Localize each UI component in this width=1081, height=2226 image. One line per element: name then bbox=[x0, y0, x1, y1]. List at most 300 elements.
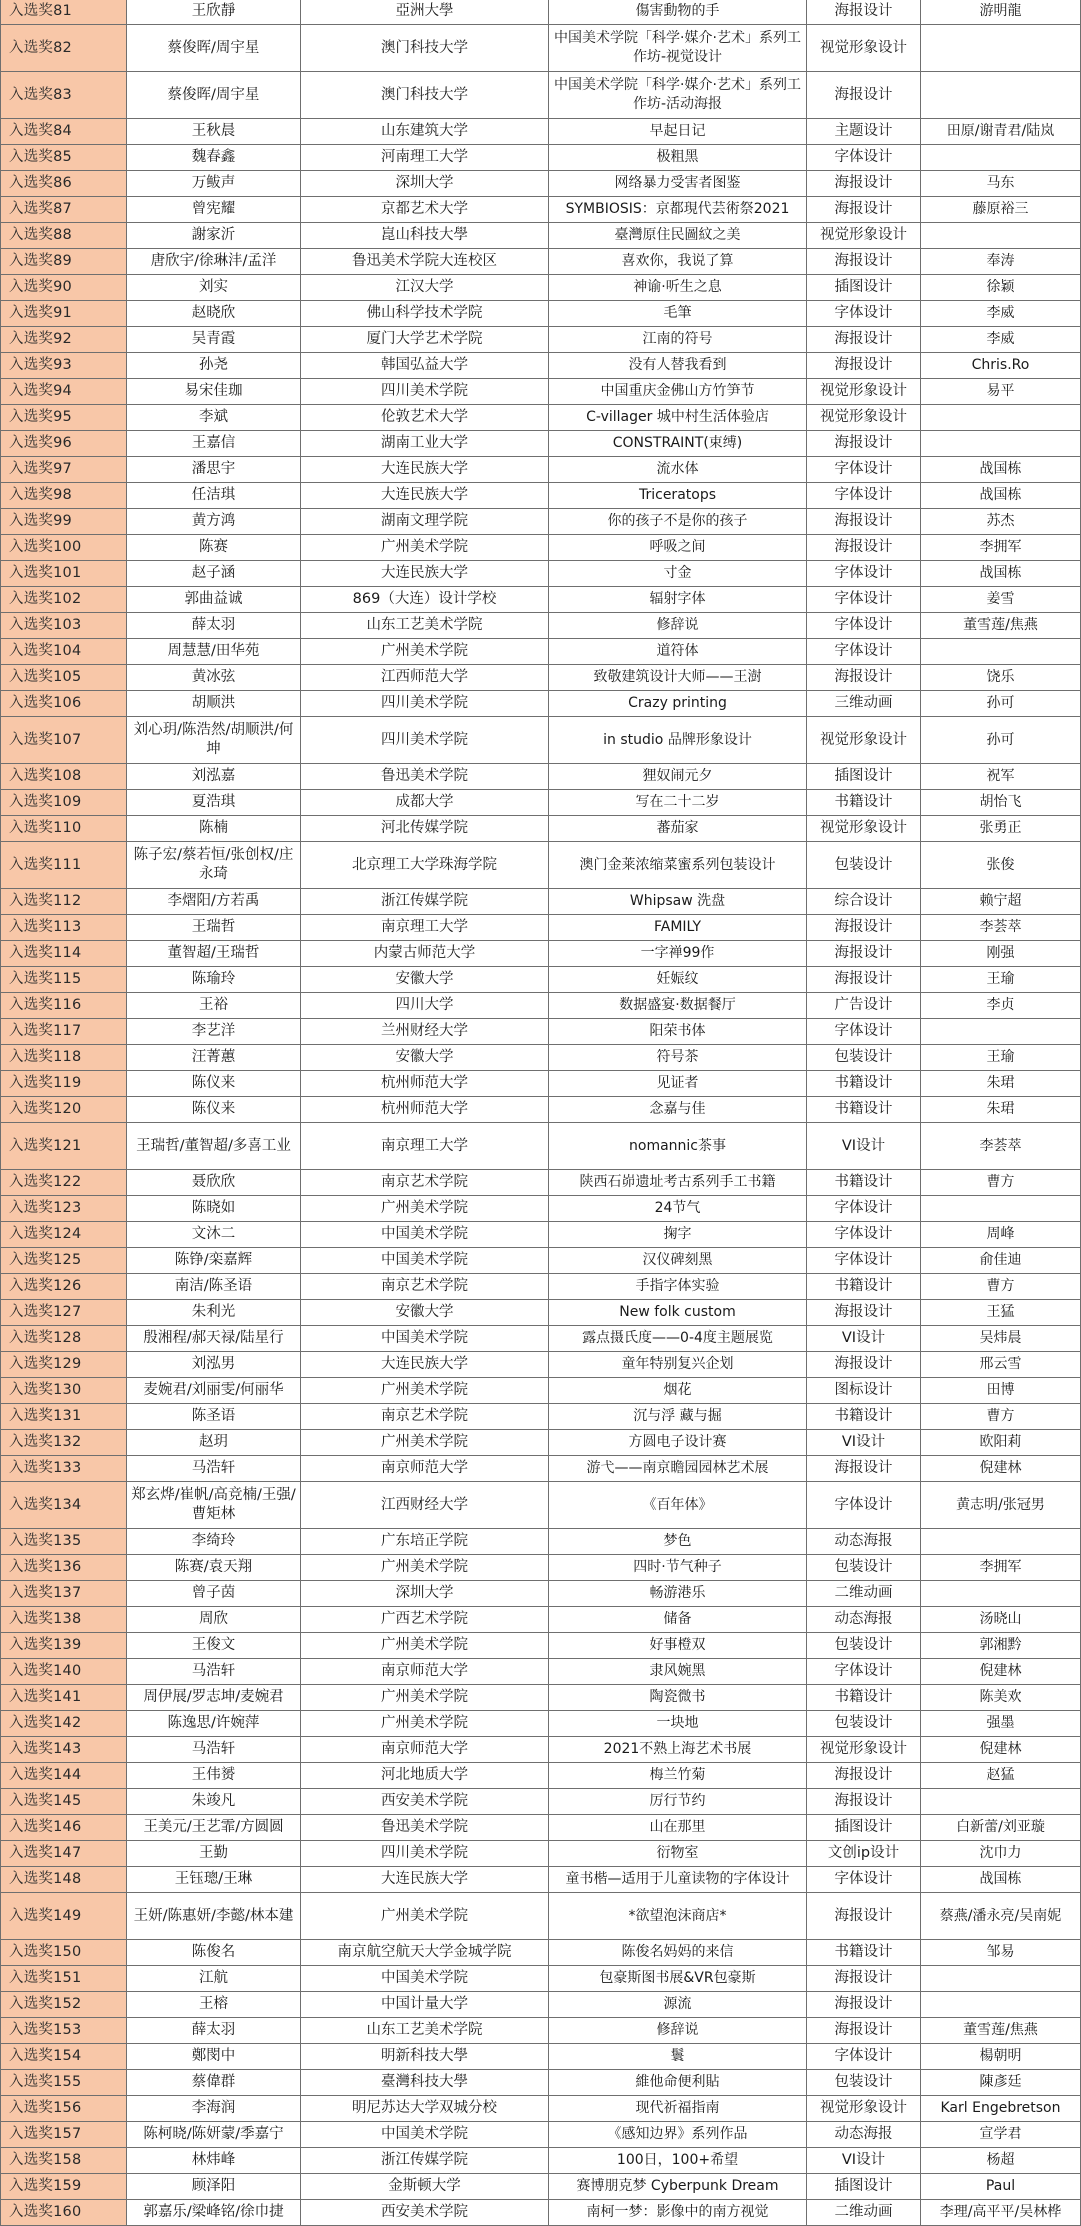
tutor-cell: 马东 bbox=[921, 171, 1081, 197]
tutor-cell: 白新蕾/刘亚璇 bbox=[921, 1815, 1081, 1841]
tutor-cell: 欧阳莉 bbox=[921, 1430, 1081, 1456]
table-row bbox=[1, 2018, 1081, 2044]
category-cell: 图标设计 bbox=[807, 1378, 921, 1404]
school-cell: 鲁迅美术学院 bbox=[301, 1815, 549, 1841]
category-cell: 包装设计 bbox=[807, 2070, 921, 2096]
work-title-cell: 网络暴力受害者图鉴 bbox=[549, 171, 807, 197]
name-cell: 李绮玲 bbox=[127, 1529, 301, 1555]
school-cell: 南京师范大学 bbox=[301, 1659, 549, 1685]
table-row bbox=[1, 1711, 1081, 1737]
school-cell: 京都艺术大学 bbox=[301, 197, 549, 223]
category-cell: 视觉形象设计 bbox=[807, 816, 921, 842]
table-row bbox=[1, 915, 1081, 941]
work-title-cell: 数据盛宴·数据餐厅 bbox=[549, 993, 807, 1019]
table-row bbox=[1, 2096, 1081, 2122]
work-title-cell: 游弋——南京瞻园园林艺术展 bbox=[549, 1456, 807, 1482]
school-cell: 鲁迅美术学院大连校区 bbox=[301, 249, 549, 275]
tutor-cell: 郭湘黔 bbox=[921, 1633, 1081, 1659]
school-cell: 深圳大学 bbox=[301, 171, 549, 197]
category-cell: 字体设计 bbox=[807, 1659, 921, 1685]
table-row bbox=[1, 639, 1081, 665]
category-cell: VI设计 bbox=[807, 1326, 921, 1352]
school-cell: 广州美术学院 bbox=[301, 1633, 549, 1659]
category-cell: 字体设计 bbox=[807, 2044, 921, 2070]
work-title-cell: 烟花 bbox=[549, 1378, 807, 1404]
name-cell: 郭曲益诚 bbox=[127, 587, 301, 613]
table-row bbox=[1, 889, 1081, 915]
category-cell: 海报设计 bbox=[807, 72, 921, 119]
school-cell: 深圳大学 bbox=[301, 1581, 549, 1607]
category-cell: 视觉形象设计 bbox=[807, 717, 921, 764]
table-row bbox=[1, 1071, 1081, 1097]
table-row bbox=[1, 2122, 1081, 2148]
table-row bbox=[1, 2174, 1081, 2200]
school-cell: 山东建筑大学 bbox=[301, 119, 549, 145]
category-cell: 海报设计 bbox=[807, 1300, 921, 1326]
award-cell: 入选奖138 bbox=[1, 1607, 127, 1633]
award-cell: 入选奖160 bbox=[1, 2200, 127, 2226]
award-cell: 入选奖85 bbox=[1, 145, 127, 171]
name-cell: 陈俊名 bbox=[127, 1940, 301, 1966]
table-row bbox=[1, 1378, 1081, 1404]
award-cell: 入选奖145 bbox=[1, 1789, 127, 1815]
table-row bbox=[1, 1019, 1081, 1045]
work-title-cell: 见证者 bbox=[549, 1071, 807, 1097]
school-cell: 亞洲大學 bbox=[301, 0, 549, 25]
work-title-cell: 澳门金莱浓缩菜蜜系列包装设计 bbox=[549, 842, 807, 889]
tutor-cell: 强墨 bbox=[921, 1711, 1081, 1737]
category-cell: 书籍设计 bbox=[807, 1685, 921, 1711]
award-cell: 入选奖151 bbox=[1, 1966, 127, 1992]
table-row bbox=[1, 509, 1081, 535]
award-cell: 入选奖112 bbox=[1, 889, 127, 915]
table-row bbox=[1, 1404, 1081, 1430]
table-row bbox=[1, 1196, 1081, 1222]
work-title-cell: 童书楷—适用于儿童读物的字体设计 bbox=[549, 1867, 807, 1893]
school-cell: 中国美术学院 bbox=[301, 1326, 549, 1352]
category-cell: 包装设计 bbox=[807, 1633, 921, 1659]
work-title-cell: 陈俊名妈妈的来信 bbox=[549, 1940, 807, 1966]
name-cell: 周欣 bbox=[127, 1607, 301, 1633]
work-title-cell: 汉仪碑刻黑 bbox=[549, 1248, 807, 1274]
school-cell: 南京艺术学院 bbox=[301, 1170, 549, 1196]
category-cell: 海报设计 bbox=[807, 941, 921, 967]
tutor-cell: 吴炜晨 bbox=[921, 1326, 1081, 1352]
school-cell: 四川美术学院 bbox=[301, 691, 549, 717]
award-cell: 入选奖90 bbox=[1, 275, 127, 301]
tutor-cell: 战国栋 bbox=[921, 561, 1081, 587]
table-row bbox=[1, 691, 1081, 717]
award-cell: 入选奖84 bbox=[1, 119, 127, 145]
school-cell: 广州美术学院 bbox=[301, 1196, 549, 1222]
table-row bbox=[1, 1430, 1081, 1456]
tutor-cell: 苏杰 bbox=[921, 509, 1081, 535]
category-cell: 海报设计 bbox=[807, 353, 921, 379]
table-row bbox=[1, 379, 1081, 405]
tutor-cell: 曹方 bbox=[921, 1404, 1081, 1430]
award-cell: 入选奖86 bbox=[1, 171, 127, 197]
work-title-cell: 你的孩子不是你的孩子 bbox=[549, 509, 807, 535]
award-cell: 入选奖97 bbox=[1, 457, 127, 483]
work-title-cell: 早起日记 bbox=[549, 119, 807, 145]
category-cell: VI设计 bbox=[807, 1123, 921, 1170]
award-cell: 入选奖94 bbox=[1, 379, 127, 405]
table-row bbox=[1, 249, 1081, 275]
category-cell: VI设计 bbox=[807, 2148, 921, 2174]
work-title-cell: 24节气 bbox=[549, 1196, 807, 1222]
table-row bbox=[1, 483, 1081, 509]
tutor-cell: 宣学君 bbox=[921, 2122, 1081, 2148]
category-cell: 海报设计 bbox=[807, 535, 921, 561]
school-cell: 江汉大学 bbox=[301, 275, 549, 301]
category-cell: VI设计 bbox=[807, 1430, 921, 1456]
table-row bbox=[1, 1555, 1081, 1581]
work-title-cell: 露点摄氏度——0-4度主题展览 bbox=[549, 1326, 807, 1352]
school-cell: 杭州师范大学 bbox=[301, 1071, 549, 1097]
name-cell: 王裕 bbox=[127, 993, 301, 1019]
award-cell: 入选奖106 bbox=[1, 691, 127, 717]
category-cell: 广告设计 bbox=[807, 993, 921, 1019]
award-cell: 入选奖137 bbox=[1, 1581, 127, 1607]
award-cell: 入选奖99 bbox=[1, 509, 127, 535]
category-cell: 包装设计 bbox=[807, 1711, 921, 1737]
name-cell: 陈铮/栾嘉辉 bbox=[127, 1248, 301, 1274]
work-title-cell: 一字禅99作 bbox=[549, 941, 807, 967]
work-title-cell: 一块地 bbox=[549, 1711, 807, 1737]
work-title-cell: 极粗黑 bbox=[549, 145, 807, 171]
school-cell: 四川美术学院 bbox=[301, 1841, 549, 1867]
table-row bbox=[1, 1633, 1081, 1659]
award-cell: 入选奖153 bbox=[1, 2018, 127, 2044]
category-cell: 海报设计 bbox=[807, 249, 921, 275]
award-cell: 入选奖123 bbox=[1, 1196, 127, 1222]
work-title-cell: 維他命便利貼 bbox=[549, 2070, 807, 2096]
school-cell: 浙江传媒学院 bbox=[301, 2148, 549, 2174]
category-cell: 视觉形象设计 bbox=[807, 2096, 921, 2122]
school-cell: 河北传媒学院 bbox=[301, 816, 549, 842]
work-title-cell: 畅游港乐 bbox=[549, 1581, 807, 1607]
award-cell: 入选奖104 bbox=[1, 639, 127, 665]
name-cell: 易宋佳珈 bbox=[127, 379, 301, 405]
award-cell: 入选奖134 bbox=[1, 1482, 127, 1529]
table-row bbox=[1, 2070, 1081, 2096]
award-cell: 入选奖149 bbox=[1, 1893, 127, 1940]
category-cell: 字体设计 bbox=[807, 1482, 921, 1529]
tutor-cell: 战国栋 bbox=[921, 483, 1081, 509]
table-row bbox=[1, 1940, 1081, 1966]
category-cell: 海报设计 bbox=[807, 327, 921, 353]
school-cell: 南京理工大学 bbox=[301, 1123, 549, 1170]
name-cell: 王嘉信 bbox=[127, 431, 301, 457]
name-cell: 刘实 bbox=[127, 275, 301, 301]
school-cell: 广西艺术学院 bbox=[301, 1607, 549, 1633]
tutor-cell: 曹方 bbox=[921, 1274, 1081, 1300]
award-cell: 入选奖140 bbox=[1, 1659, 127, 1685]
category-cell: 字体设计 bbox=[807, 483, 921, 509]
table-row bbox=[1, 1966, 1081, 1992]
award-cell: 入选奖157 bbox=[1, 2122, 127, 2148]
award-cell: 入选奖156 bbox=[1, 2096, 127, 2122]
school-cell: 中国计量大学 bbox=[301, 1992, 549, 2018]
work-title-cell: 念嘉与佳 bbox=[549, 1097, 807, 1123]
award-cell: 入选奖101 bbox=[1, 561, 127, 587]
table-row bbox=[1, 1893, 1081, 1940]
tutor-cell: Paul bbox=[921, 2174, 1081, 2200]
tutor-cell: 朱珺 bbox=[921, 1097, 1081, 1123]
work-title-cell: Whipsaw 洗盘 bbox=[549, 889, 807, 915]
name-cell: 朱利光 bbox=[127, 1300, 301, 1326]
table-row bbox=[1, 587, 1081, 613]
name-cell: 王秋晨 bbox=[127, 119, 301, 145]
work-title-cell: 呼吸之间 bbox=[549, 535, 807, 561]
work-title-cell: 狸奴闹元夕 bbox=[549, 764, 807, 790]
table-row bbox=[1, 1097, 1081, 1123]
name-cell: 黄方鸿 bbox=[127, 509, 301, 535]
tutor-cell: 赖宁超 bbox=[921, 889, 1081, 915]
award-cell: 入选奖150 bbox=[1, 1940, 127, 1966]
tutor-cell: 田原/谢青君/陆岚 bbox=[921, 119, 1081, 145]
category-cell: 海报设计 bbox=[807, 1789, 921, 1815]
work-title-cell: 陕西石峁遗址考古系列手工书籍 bbox=[549, 1170, 807, 1196]
name-cell: 陈楠 bbox=[127, 816, 301, 842]
award-cell: 入选奖108 bbox=[1, 764, 127, 790]
school-cell: 南京航空航天大学金城学院 bbox=[301, 1940, 549, 1966]
tutor-cell: 刚强 bbox=[921, 941, 1081, 967]
name-cell: 赵晓欣 bbox=[127, 301, 301, 327]
name-cell: 孙尧 bbox=[127, 353, 301, 379]
table-row bbox=[1, 2200, 1081, 2226]
award-cell: 入选奖81 bbox=[1, 0, 127, 25]
award-cell: 入选奖129 bbox=[1, 1352, 127, 1378]
table-row bbox=[1, 1170, 1081, 1196]
table-row bbox=[1, 1789, 1081, 1815]
table-row bbox=[1, 327, 1081, 353]
award-cell: 入选奖128 bbox=[1, 1326, 127, 1352]
category-cell: 书籍设计 bbox=[807, 1071, 921, 1097]
school-cell: 安徽大学 bbox=[301, 1300, 549, 1326]
award-cell: 入选奖143 bbox=[1, 1737, 127, 1763]
work-title-cell: 神谕·听生之息 bbox=[549, 275, 807, 301]
award-cell: 入选奖139 bbox=[1, 1633, 127, 1659]
category-cell: 插图设计 bbox=[807, 2174, 921, 2200]
award-cell: 入选奖130 bbox=[1, 1378, 127, 1404]
school-cell: 成都大学 bbox=[301, 790, 549, 816]
tutor-cell: 黄志明/张冠男 bbox=[921, 1482, 1081, 1529]
name-cell: 任洁琪 bbox=[127, 483, 301, 509]
school-cell: 北京理工大学珠海学院 bbox=[301, 842, 549, 889]
work-title-cell: nomannic茶事 bbox=[549, 1123, 807, 1170]
category-cell: 字体设计 bbox=[807, 561, 921, 587]
category-cell: 视觉形象设计 bbox=[807, 25, 921, 72]
school-cell: 广东培正学院 bbox=[301, 1529, 549, 1555]
tutor-cell bbox=[921, 405, 1081, 431]
work-title-cell: 道符体 bbox=[549, 639, 807, 665]
work-title-cell: 隶风婉黑 bbox=[549, 1659, 807, 1685]
table-row bbox=[1, 197, 1081, 223]
award-cell: 入选奖133 bbox=[1, 1456, 127, 1482]
category-cell: 字体设计 bbox=[807, 1222, 921, 1248]
tutor-cell: 奉涛 bbox=[921, 249, 1081, 275]
name-cell: 陈仪来 bbox=[127, 1071, 301, 1097]
work-title-cell: 修辞说 bbox=[549, 2018, 807, 2044]
award-cell: 入选奖88 bbox=[1, 223, 127, 249]
school-cell: 四川大学 bbox=[301, 993, 549, 1019]
table-row bbox=[1, 275, 1081, 301]
category-cell: 二维动画 bbox=[807, 2200, 921, 2226]
school-cell: 广州美术学院 bbox=[301, 1685, 549, 1711]
name-cell: 王伟赟 bbox=[127, 1763, 301, 1789]
school-cell: 四川美术学院 bbox=[301, 717, 549, 764]
tutor-cell bbox=[921, 1529, 1081, 1555]
table-row bbox=[1, 1352, 1081, 1378]
award-cell: 入选奖87 bbox=[1, 197, 127, 223]
table-row bbox=[1, 0, 1081, 25]
category-cell: 字体设计 bbox=[807, 587, 921, 613]
table-row bbox=[1, 1456, 1081, 1482]
tutor-cell: 战国栋 bbox=[921, 1867, 1081, 1893]
work-title-cell: 《百年体》 bbox=[549, 1482, 807, 1529]
name-cell: 汪菁蕙 bbox=[127, 1045, 301, 1071]
name-cell: 蔡俊晖/周宇星 bbox=[127, 25, 301, 72]
work-title-cell: 鬟 bbox=[549, 2044, 807, 2070]
school-cell: 明尼苏达大学双城分校 bbox=[301, 2096, 549, 2122]
tutor-cell: 王瑜 bbox=[921, 1045, 1081, 1071]
award-cell: 入选奖82 bbox=[1, 25, 127, 72]
award-cell: 入选奖92 bbox=[1, 327, 127, 353]
category-cell: 二维动画 bbox=[807, 1581, 921, 1607]
name-cell: 聂欣欣 bbox=[127, 1170, 301, 1196]
table-row bbox=[1, 1529, 1081, 1555]
name-cell: 赵玥 bbox=[127, 1430, 301, 1456]
work-title-cell: 100日，100+希望 bbox=[549, 2148, 807, 2174]
work-title-cell: 童年特别复兴企划 bbox=[549, 1352, 807, 1378]
table-row bbox=[1, 2148, 1081, 2174]
category-cell: 书籍设计 bbox=[807, 1404, 921, 1430]
category-cell: 视觉形象设计 bbox=[807, 223, 921, 249]
table-row bbox=[1, 223, 1081, 249]
award-cell: 入选奖102 bbox=[1, 587, 127, 613]
work-title-cell: 中国重庆金佛山方竹笋节 bbox=[549, 379, 807, 405]
tutor-cell: 汤晓山 bbox=[921, 1607, 1081, 1633]
name-cell: 马浩轩 bbox=[127, 1659, 301, 1685]
tutor-cell: 田博 bbox=[921, 1378, 1081, 1404]
school-cell: 佛山科学技术学院 bbox=[301, 301, 549, 327]
work-title-cell: 南柯一梦：影像中的南方视觉 bbox=[549, 2200, 807, 2226]
school-cell: 广州美术学院 bbox=[301, 1711, 549, 1737]
work-title-cell: 好事橙双 bbox=[549, 1633, 807, 1659]
category-cell: 主题设计 bbox=[807, 119, 921, 145]
school-cell: 臺灣科技大學 bbox=[301, 2070, 549, 2096]
tutor-cell: 祝军 bbox=[921, 764, 1081, 790]
work-title-cell: 修辞说 bbox=[549, 613, 807, 639]
award-cell: 入选奖103 bbox=[1, 613, 127, 639]
work-title-cell: 毛筆 bbox=[549, 301, 807, 327]
tutor-cell: 陈美欢 bbox=[921, 1685, 1081, 1711]
name-cell: 陈晓如 bbox=[127, 1196, 301, 1222]
table-row bbox=[1, 1326, 1081, 1352]
school-cell: 南京艺术学院 bbox=[301, 1404, 549, 1430]
name-cell: 蔡俊晖/周宇星 bbox=[127, 72, 301, 119]
tutor-cell bbox=[921, 1789, 1081, 1815]
school-cell: 湖南工业大学 bbox=[301, 431, 549, 457]
category-cell: 包装设计 bbox=[807, 842, 921, 889]
name-cell: 薛太羽 bbox=[127, 613, 301, 639]
tutor-cell: 李贞 bbox=[921, 993, 1081, 1019]
tutor-cell: 董雪莲/焦燕 bbox=[921, 2018, 1081, 2044]
work-title-cell: 臺灣原住民圖紋之美 bbox=[549, 223, 807, 249]
table-row bbox=[1, 1867, 1081, 1893]
tutor-cell: 李拥军 bbox=[921, 1555, 1081, 1581]
category-cell: 海报设计 bbox=[807, 171, 921, 197]
table-row bbox=[1, 764, 1081, 790]
school-cell: 大连民族大学 bbox=[301, 483, 549, 509]
work-title-cell: 方圆电子设计赛 bbox=[549, 1430, 807, 1456]
category-cell: 海报设计 bbox=[807, 1456, 921, 1482]
name-cell: 陈赛 bbox=[127, 535, 301, 561]
school-cell: 山东工艺美术学院 bbox=[301, 2018, 549, 2044]
school-cell: 中国美术学院 bbox=[301, 1222, 549, 1248]
table-row bbox=[1, 1815, 1081, 1841]
school-cell: 安徽大学 bbox=[301, 1045, 549, 1071]
school-cell: 内蒙古师范大学 bbox=[301, 941, 549, 967]
name-cell: 马浩轩 bbox=[127, 1737, 301, 1763]
school-cell: 869（大连）设计学校 bbox=[301, 587, 549, 613]
school-cell: 大连民族大学 bbox=[301, 561, 549, 587]
category-cell: 书籍设计 bbox=[807, 790, 921, 816]
category-cell: 字体设计 bbox=[807, 457, 921, 483]
tutor-cell: Karl Engebretson bbox=[921, 2096, 1081, 2122]
name-cell: 吴青霞 bbox=[127, 327, 301, 353]
work-title-cell: New folk custom bbox=[549, 1300, 807, 1326]
tutor-cell bbox=[921, 639, 1081, 665]
tutor-cell: 李理/高平平/吴林桦 bbox=[921, 2200, 1081, 2226]
table-row bbox=[1, 1841, 1081, 1867]
name-cell: 王俊文 bbox=[127, 1633, 301, 1659]
name-cell: 陈瑜玲 bbox=[127, 967, 301, 993]
category-cell: 书籍设计 bbox=[807, 1940, 921, 1966]
award-cell: 入选奖111 bbox=[1, 842, 127, 889]
work-title-cell: 源流 bbox=[549, 1992, 807, 2018]
tutor-cell: 孙可 bbox=[921, 691, 1081, 717]
category-cell: 海报设计 bbox=[807, 967, 921, 993]
name-cell: 王美元/王艺霏/方圆圆 bbox=[127, 1815, 301, 1841]
award-cell: 入选奖147 bbox=[1, 1841, 127, 1867]
work-title-cell: 衍物室 bbox=[549, 1841, 807, 1867]
name-cell: 赵子涵 bbox=[127, 561, 301, 587]
table-row bbox=[1, 613, 1081, 639]
tutor-cell: 倪建林 bbox=[921, 1737, 1081, 1763]
award-cell: 入选奖154 bbox=[1, 2044, 127, 2070]
award-cell: 入选奖124 bbox=[1, 1222, 127, 1248]
tutor-cell: 周峰 bbox=[921, 1222, 1081, 1248]
name-cell: 李熠阳/方若禹 bbox=[127, 889, 301, 915]
school-cell: 崑山科技大學 bbox=[301, 223, 549, 249]
tutor-cell: 胡怡飞 bbox=[921, 790, 1081, 816]
table-row bbox=[1, 1274, 1081, 1300]
tutor-cell: 饶乐 bbox=[921, 665, 1081, 691]
tutor-cell: 蔡燕/潘永亮/吴南妮 bbox=[921, 1893, 1081, 1940]
tutor-cell: 姜雪 bbox=[921, 587, 1081, 613]
award-cell: 入选奖98 bbox=[1, 483, 127, 509]
school-cell: 广州美术学院 bbox=[301, 1378, 549, 1404]
award-cell: 入选奖116 bbox=[1, 993, 127, 1019]
category-cell: 插图设计 bbox=[807, 275, 921, 301]
tutor-cell: 张俊 bbox=[921, 842, 1081, 889]
name-cell: 刘心玥/陈浩然/胡顺洪/何坤 bbox=[127, 717, 301, 764]
award-cell: 入选奖136 bbox=[1, 1555, 127, 1581]
school-cell: 大连民族大学 bbox=[301, 1352, 549, 1378]
tutor-cell: 陳彥廷 bbox=[921, 2070, 1081, 2096]
